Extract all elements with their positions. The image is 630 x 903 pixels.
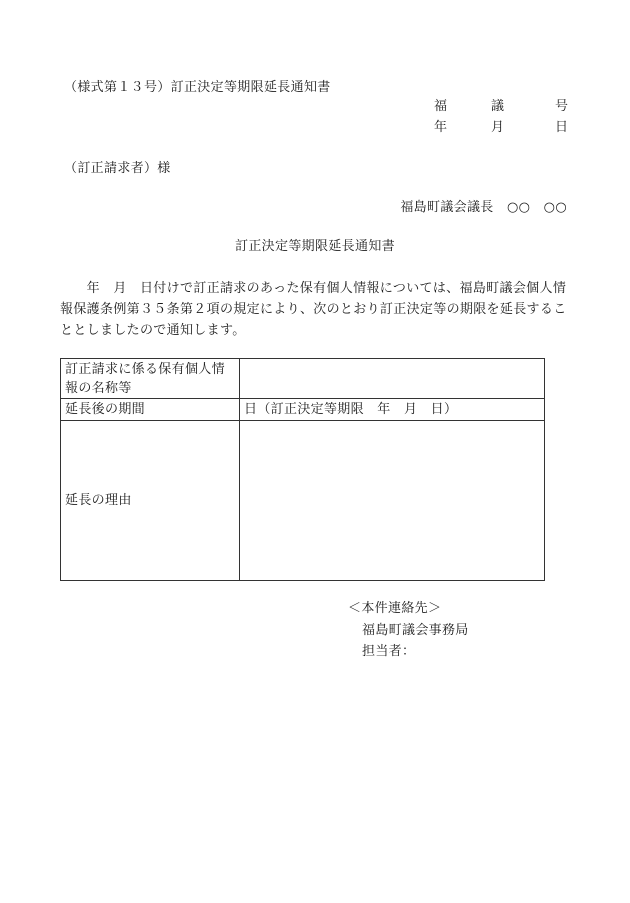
document-number-prefix: 福: [434, 99, 448, 114]
issue-date-month: 月: [491, 120, 505, 135]
issue-date-day: 日: [555, 120, 569, 135]
contact-heading: ＜本件連絡先＞: [348, 601, 442, 616]
document-number-suffix: 号: [555, 99, 569, 114]
body-line: 年 月 日付けで訂正請求のあった保有個人情報については、福島町議会個人情: [60, 281, 567, 296]
document-title: 訂正決定等期限延長通知書: [235, 239, 395, 254]
extended-period-value: 日（訂正決定等期限 年 月 日）: [240, 399, 545, 421]
body-line: 報保護条例第３５条第２項の規定により、次のとおり訂正決定等の期限を延長するこ: [60, 302, 567, 317]
body-paragraph: [60, 278, 570, 341]
sender-line: 福島町議会議長 ○○ ○○: [400, 200, 567, 215]
table-row-extended-period: [61, 399, 545, 421]
issue-date-year: 年: [434, 120, 448, 135]
table-row-extension-reason: [61, 421, 545, 581]
info-name-label-line: 訂正請求に係る保有個人情: [65, 361, 225, 377]
body-line: ととしましたので通知します。: [60, 323, 246, 338]
details-table: [60, 358, 545, 581]
document-number-row: [0, 100, 630, 114]
issue-date-row: [0, 121, 630, 135]
contact-office: 福島町議会事務局: [362, 623, 469, 638]
document-number-middle: 議: [491, 99, 505, 114]
extension-reason-value-cell: [240, 421, 545, 581]
contact-person: 担当者：: [362, 644, 416, 659]
info-name-value-cell: [240, 359, 545, 399]
extension-reason-label: 延長の理由: [61, 421, 240, 581]
extended-period-label: 延長後の期間: [61, 399, 240, 421]
recipient-line: （訂正請求者）様: [64, 161, 171, 176]
info-name-label-line: 報の名称等: [65, 380, 132, 396]
table-row-info-name: [61, 359, 545, 399]
form-number-label: （様式第１３号）訂正決定等期限延長通知書: [64, 80, 331, 95]
info-name-label-cell: [61, 359, 240, 399]
